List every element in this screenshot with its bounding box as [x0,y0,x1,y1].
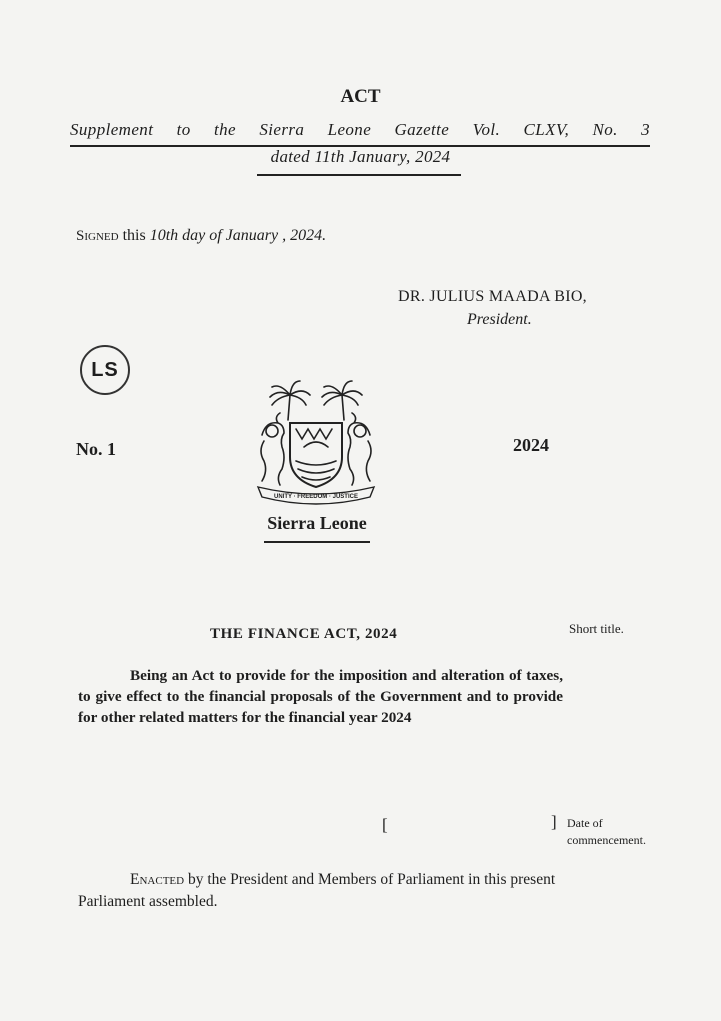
president-name: DR. JULIUS MAADA BIO, [398,288,587,305]
enacted-word: Enacted [130,871,185,888]
divider [257,174,461,176]
enactment-text: by the President and Members of Parliament in this present Parliament assembled. [78,871,556,910]
act-year: 2024 [513,435,549,455]
enactment-clause [78,869,564,913]
coat-of-arms-motto: UNITY · FREEDOM · JUSTICE [274,494,358,500]
signed-date: 10th day of January , 2024. [149,227,327,244]
signed-line [76,227,326,245]
coat-of-arms-icon [250,375,382,505]
act-heading: ACT [340,86,381,107]
short-title-margin-note: Short title. [569,621,624,636]
act-title: THE FINANCE ACT, 2024 [210,626,398,642]
commencement-bracket-left: [ [382,815,388,834]
commencement-margin-note: Date of commencement. [567,816,646,847]
signed-word: Signed [76,228,119,244]
signed-this: this [122,227,146,244]
president-title: President. [467,311,532,328]
country-name: Sierra Leone [267,513,367,533]
divider [264,541,370,543]
gazette-date-line: dated 11th January, 2024 [270,147,451,166]
ls-seal-icon: LS [80,345,130,395]
act-preamble [78,665,563,728]
gazette-supplement-line: Supplement to the Sierra Leone Gazette Vol. CLXV, No. 3 [70,120,650,139]
preamble-text: Being an Act to provide for the imposition and alteration of taxes, to give effect to the financial proposals of the Government and to provide for other related matters for the financial year 2024 [78,667,563,726]
commencement-bracket-right: ] [551,812,557,831]
act-number: No. 1 [76,439,116,459]
